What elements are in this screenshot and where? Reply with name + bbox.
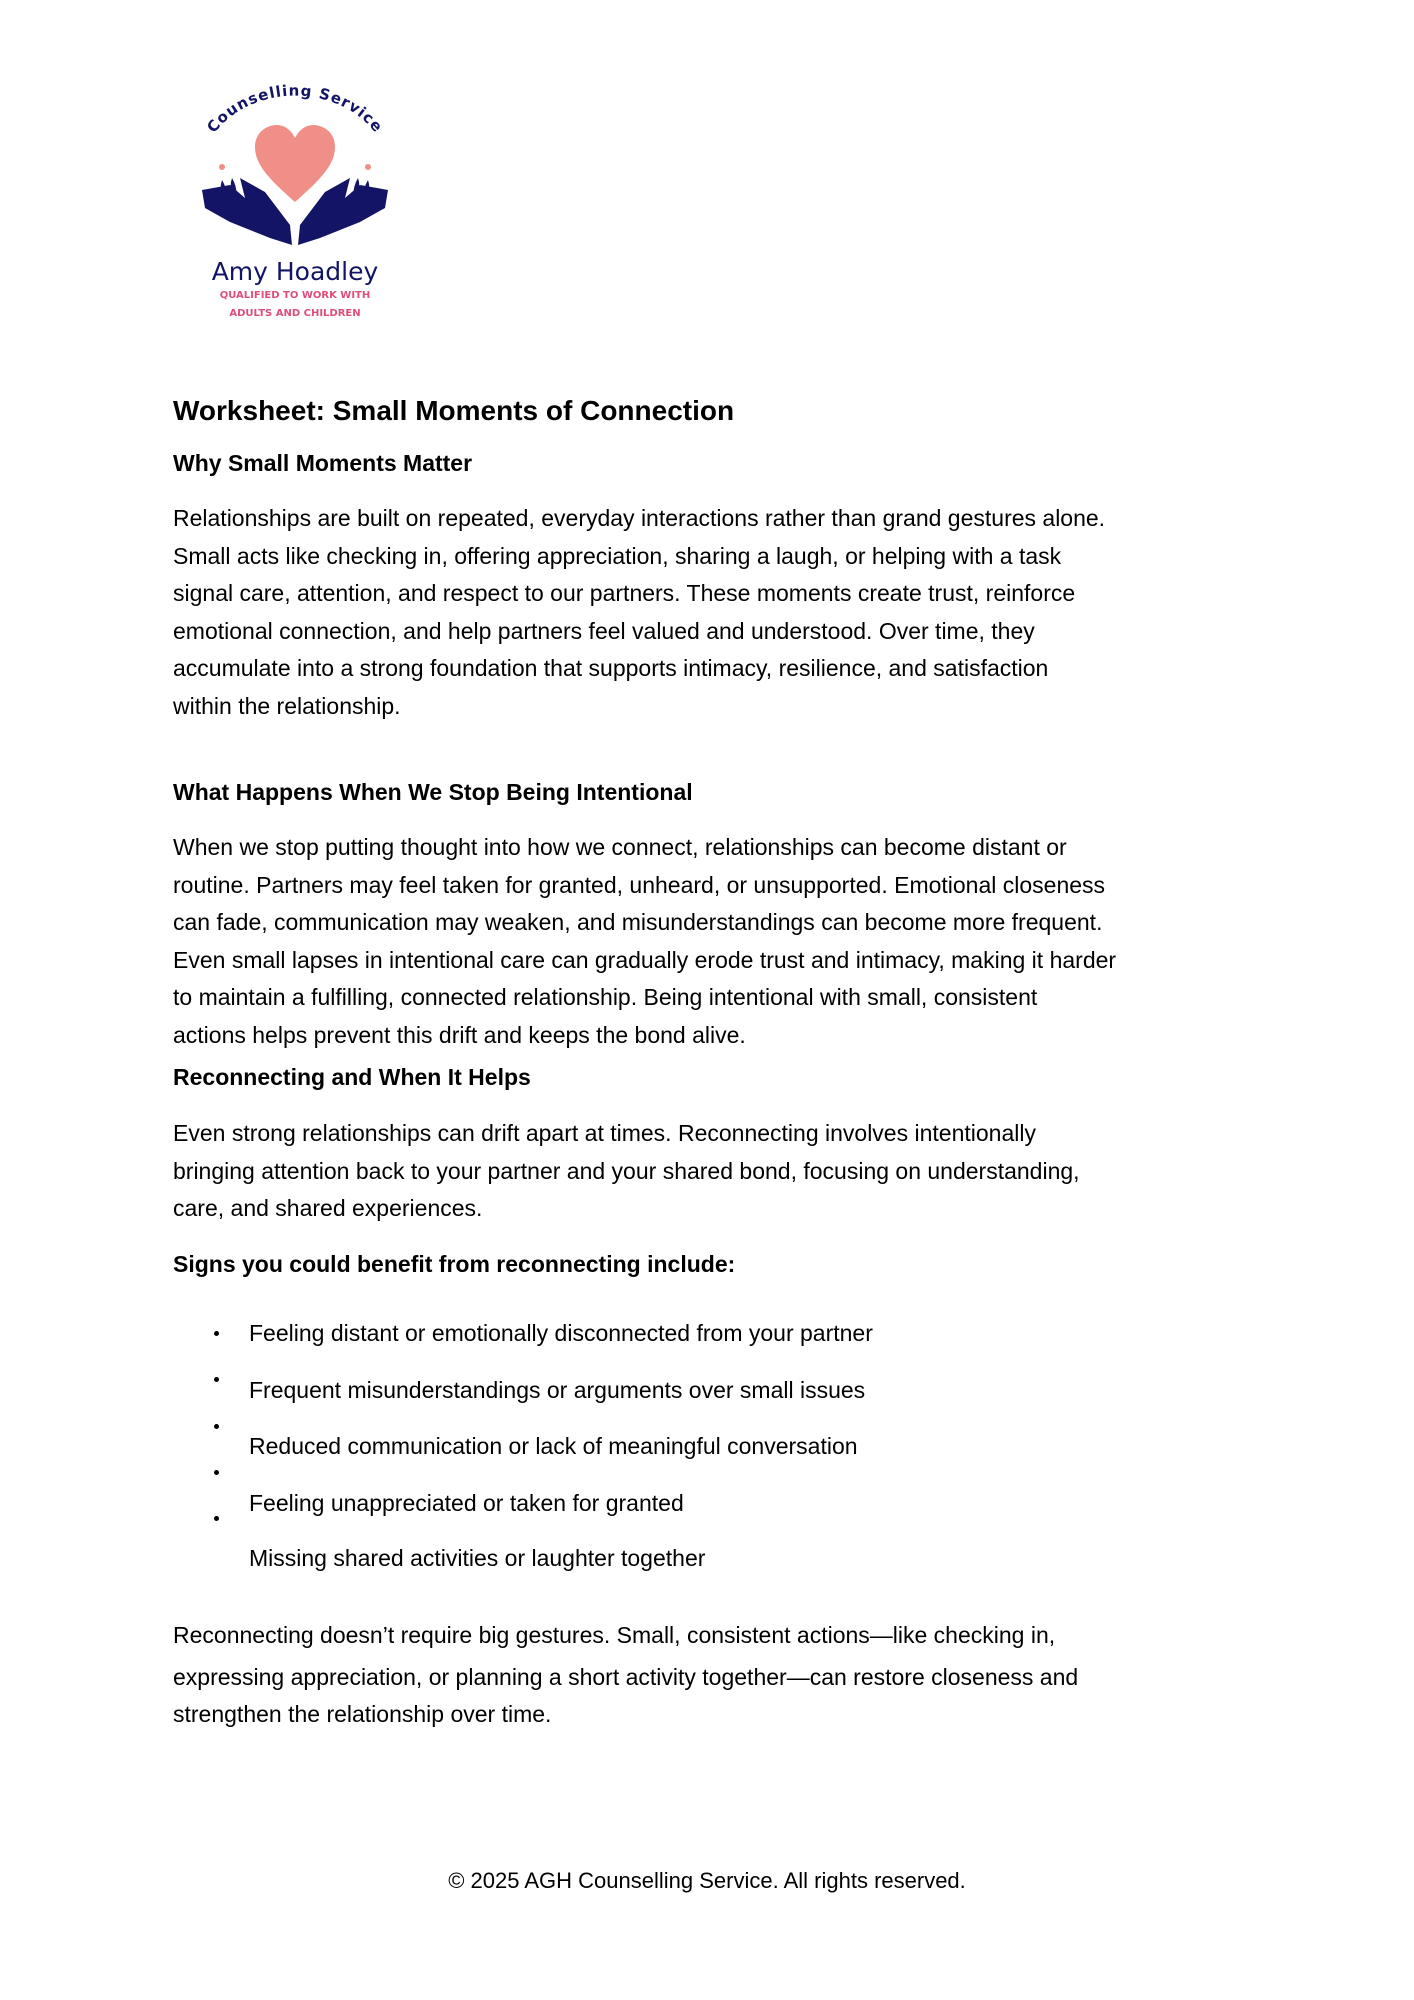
section-paragraph: Even strong relationships can drift apart at times. Reconnecting involves intentionally bringing attention back to your partner and your shared bond, focusing on understanding, care, and shared experiences. (173, 1120, 1080, 1221)
list-item: Frequent misunderstandings or arguments over small issues (249, 1377, 866, 1403)
logo (170, 80, 420, 330)
right-hand-icon (298, 178, 388, 245)
list-item: Feeling unappreciated or taken for granted (249, 1490, 684, 1516)
section-paragraph: When we stop putting thought into how we connect, relationships can become distant or routine. Partners may feel taken for granted, unheard, or unsupported. Emotional closeness can fade, communication may weaken, and misunderstandings can become more frequent. Even small lapses in intentional care can gradually erode trust and intimacy, making it harder to maintain a fulfilling, connected relationship. Being intentional with small, consistent actions helps prevent this drift and keeps the bond alive. (173, 834, 1117, 1048)
section-paragraph: Relationships are built on repeated, everyday interactions rather than grand gestures alone. Small acts like checking in, offering appreciation, sharing a laugh, or helping with a task signal care, attention, and respect to our partners. These moments create trust, reinforce emotional connection, and help partners feel valued and understood. Over time, they accumulate into a strong foundation that supports intimacy, resilience, and satisfaction within the relationship. (173, 505, 1106, 719)
list-item: Missing shared activities or laughter together (249, 1545, 706, 1571)
footer-copyright: © 2025 AGH Counselling Service. All rights reserved. (448, 1868, 966, 1893)
svg-text:Counselling Service (203, 82, 387, 137)
page-title: Worksheet: Small Moments of Connection (173, 395, 735, 426)
bullet-icon (214, 1424, 219, 1429)
list-item: Feeling distant or emotionally disconnected from your partner (249, 1320, 873, 1346)
logo-arc-text: Counselling Service (203, 81, 387, 137)
logo-name: Amy Hoadley (211, 257, 379, 286)
section-heading: What Happens When We Stop Being Intentional (173, 779, 693, 805)
section-heading: Reconnecting and When It Helps (173, 1064, 531, 1090)
bullet-icon (214, 1516, 219, 1521)
logo-tagline-1: QUALIFIED TO WORK WITH (219, 290, 371, 301)
bullet-icon (214, 1470, 219, 1475)
left-hand-icon (202, 178, 292, 245)
bullet-icon (214, 1331, 219, 1336)
list-item: Reduced communication or lack of meaningful conversation (249, 1433, 858, 1459)
logo-tagline-2: ADULTS AND CHILDREN (229, 308, 361, 319)
heart-icon (255, 125, 335, 202)
section-heading: Why Small Moments Matter (173, 450, 473, 476)
closing-paragraph: Reconnecting doesn’t require big gestures. Small, consistent actions—like checking in, expressing appreciation, or planning a short activity together—can restore closeness and strengthen the relationship over time. (173, 1622, 1079, 1727)
bullet-icon (214, 1377, 219, 1382)
signs-heading: Signs you could benefit from reconnecting include: (173, 1251, 736, 1277)
